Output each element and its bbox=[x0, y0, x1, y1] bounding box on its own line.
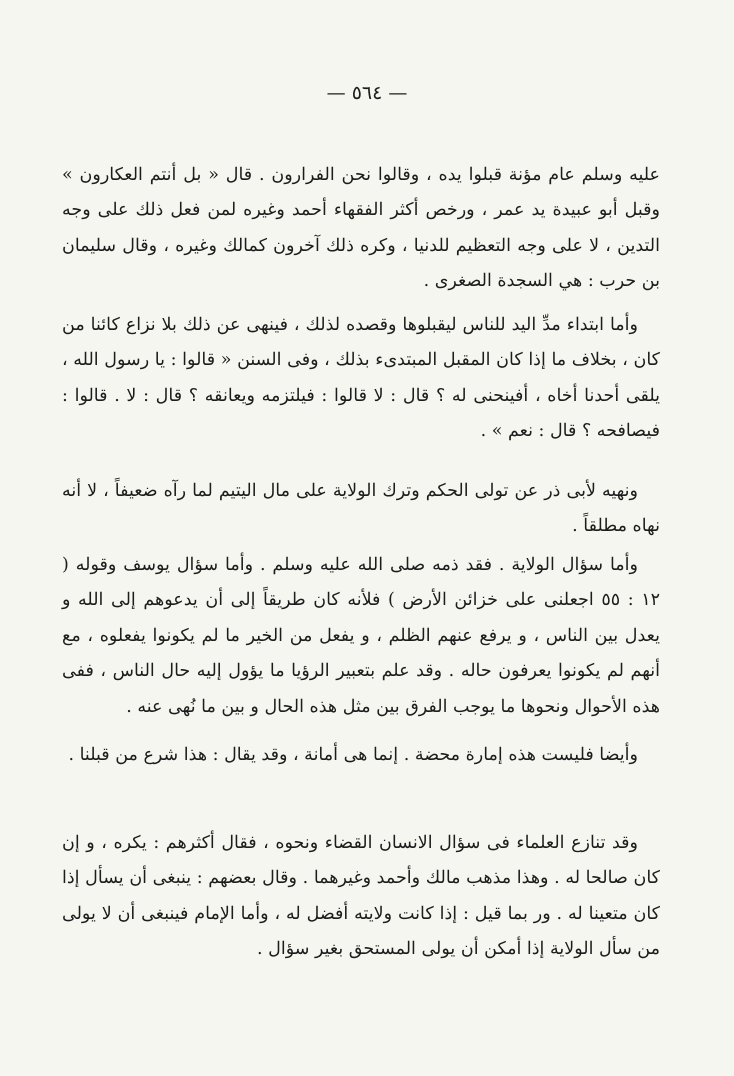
paragraph-abu-dharr: ونهيه لأبى ذر عن تولى الحكم وترك الولاية على مال اليتيم لما رآه ضعيفاً ، لا أنه نهاه مطلقاً . bbox=[62, 480, 660, 536]
paragraph-hand-kissing: عليه وسلم عام مؤنة قبلوا يده ، وقالوا نحن الفرارون . قال « بل أنتم العكارون » وقبل أبو عبيدة يد عمر ، ورخص أكثر الفقهاء أحمد وغيره لمن فعل ذلك على وجه التدين ، لا على وجه التعظيم للدنيا ، وكره ذلك آخرون كمالك وغيره ، وقال سليمان بن حرب : هي السجدة الصغرى . bbox=[62, 164, 660, 291]
page-number: — ٥٦٤ — bbox=[326, 82, 408, 104]
paragraph-judgeship: وقد تنازع العلماء فى سؤال الانسان القضاء ونحوه ، فقال أكثرهم : يكره ، و إن كان صالحا له . وهذا مذهب مالك وأحمد وغيرهما . وقال بعضهم : ينبغى أن يسأل إذا كان متعينا له . ور بما قيل : إذا كانت ولايته أفضل له ، وأما الإمام فينبغى أن لا يولى من سأل الولاية إذا أمكن أن يولى المستحق بغير سؤال . bbox=[62, 832, 660, 959]
paragraph-asking-authority: وأما سؤال الولاية . فقد ذمه صلى الله عليه وسلم . وأما سؤال يوسف وقوله ( ١٢ : ٥٥ اجعلنى على خزائن الأرض ) فلأنه كان طريقاً إلى أن يدعوهم إلى الله و يعدل بين الناس ، و يرفع عنهم الظلم ، و يفعل من الخير ما لم يكونوا يفعلوه ، مع أنهم لم يكونوا يعرفون حاله . وقد علم بتعبير الرؤيا ما يؤول إليه حال الناس ، ففى هذه الأحوال ونحوها ما يوجب الفرق بين مثل هذه الحال و بين ما نُهى عنه . bbox=[62, 554, 660, 717]
paragraph-extending-hand: وأما ابتداء مدِّ اليد للناس ليقبلوها وقصده لذلك ، فينهى عن ذلك بلا نزاع كائنا من كان ، بخلاف ما إذا كان المقبل المبتدىء بذلك ، وفى السنن « قالوا : يا رسول الله ، يلقى أحدنا أخاه ، أفينحنى له ؟ قال : لا قالوا : فيلتزمه ويعانقه ؟ قال : لا . قالوا : فيصافحه ؟ قال : نعم » . bbox=[62, 314, 660, 441]
paragraph-trust: وأيضا فليست هذه إمارة محضة . إنما هى أمانة ، وقد يقال : هذا شرع من قبلنا . bbox=[68, 744, 638, 765]
